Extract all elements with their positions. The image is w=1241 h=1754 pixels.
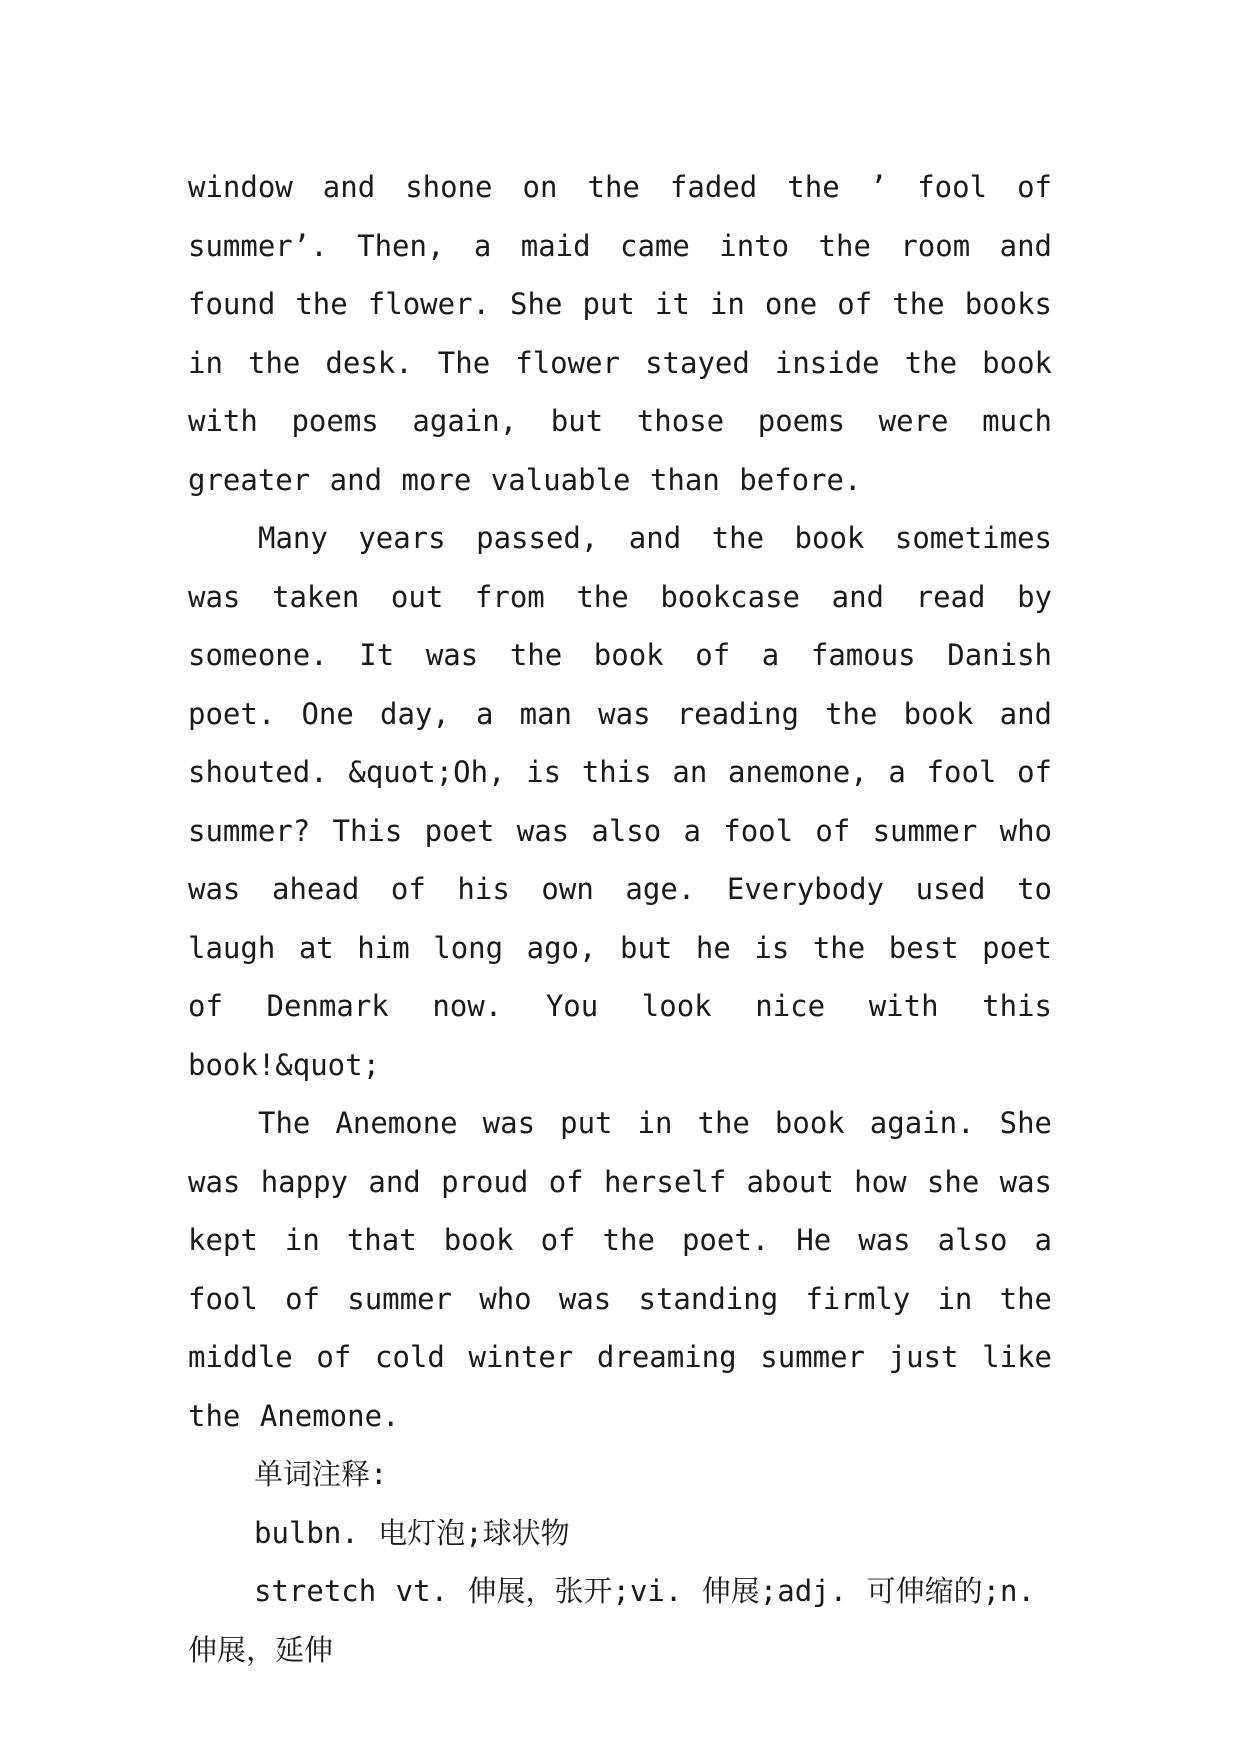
paragraph-anemone-ending: The Anemone was put in the book again. She was happy and proud of herself about how she was kept in that book of the poet. He was also a fool of summer who was standing firmly in the middle of cold winter dreaming summer just like the Anemone. [188, 1106, 1052, 1433]
vocabulary-entry-bulb: bulbn. 电灯泡;球状物 [254, 1515, 570, 1550]
paragraph-danish-poet: Many years passed, and the book sometimes was taken out from the bookcase and read by someone. It was the book of a famous Danish poet. One day, a man was reading the book and shouted. &quot;Oh, is this an anemone, a fool of summer? This poet was also a fool of summer who was ahead of his own age. Everybody used to laugh at him long ago, but he is the best poet of Denmark now. You look nice with this book!&quot; [188, 521, 1052, 1082]
vocabulary-heading: 单词注释: [254, 1457, 388, 1491]
vocabulary-entry-stretch: stretch vt. 伸展，张开;vi. 伸展;adj. 可伸缩的;n. 伸展，延伸 [188, 1574, 1035, 1667]
paragraph-continuation: window and shone on the faded the ’ fool of summer’. Then, a maid came into the room and found the flower. She put it in one of the books in the desk. The flower stayed inside the book with poems again, but those poems were much greater and more valuable than before. [188, 170, 1052, 497]
document-body [188, 158, 1052, 1679]
